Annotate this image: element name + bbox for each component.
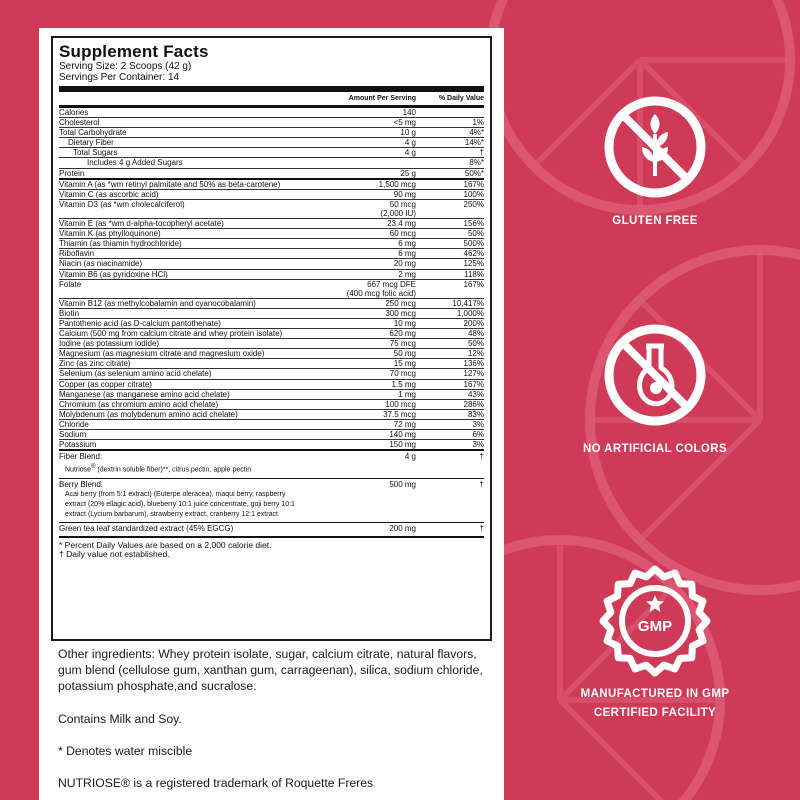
nutrient-name: Copper (as copper citrate) — [59, 379, 152, 389]
nutrient-name: Molybdenum (as molybdenum amino acid chelate) — [59, 409, 238, 419]
no-artificial-colors-label: NO ARTIFICIAL COLORS — [582, 443, 728, 455]
nutrient-name: Vitamin K (as phylloquinone) — [59, 229, 161, 239]
fiber-blend-amount: 4 g — [404, 452, 416, 462]
nutrient-row — [59, 420, 484, 430]
nutrient-name: Chloride — [59, 419, 89, 429]
dv-column-header: % Daily Value — [438, 95, 484, 102]
trademark-note: NUTRIOSE® is a registered trademark of Roquette Freres — [58, 776, 374, 790]
nutrient-amount: 72 mg — [393, 419, 416, 429]
amount-column-header: Amount Per Serving — [348, 95, 416, 102]
other-ingredients-section — [58, 646, 498, 791]
footnote-dv: * Percent Daily Values are based on a 2,000 calorie diet. — [59, 539, 272, 550]
nutrient-name: Zinc (as zinc citrate) — [59, 359, 131, 369]
nutrient-amount: 23.4 mg — [387, 219, 416, 229]
gmp-label-line2: CERTIFIED FACILITY — [593, 707, 717, 719]
nutrient-row — [59, 158, 484, 168]
nutrient-dv: 156% — [463, 219, 484, 229]
nutrient-amount: 150 mg — [389, 440, 416, 450]
nutrient-dv: 127% — [463, 369, 484, 379]
nutrient-amount: 10 mg — [393, 318, 416, 328]
nutrient-row — [59, 219, 484, 229]
nutrient-dv: 14%* — [464, 138, 484, 148]
nutrient-dv: 6% — [472, 430, 484, 439]
nutrient-name: Thiamin (as thiamin hydrochloride) — [59, 239, 182, 249]
nutrient-name: Niacin (as niacinamide) — [59, 259, 143, 269]
nutrient-dv: 167% — [463, 179, 484, 189]
nutrient-dv: † — [479, 148, 484, 158]
nutrient-dv: 3% — [472, 440, 484, 450]
nutrient-name: Vitamin D3 (as *wm cholecalciferol) — [59, 199, 185, 209]
berry-blend-dv: † — [479, 479, 484, 489]
nutrient-name: Potassium — [59, 440, 97, 450]
nutrient-amount: 100 mcg — [385, 399, 416, 409]
berry-blend-line: extract (Lycium barbarum), strawberry extract, cranberry 12:1 extract — [65, 510, 278, 518]
nutrient-row — [59, 229, 484, 239]
nutrient-amount: 1.5 mg — [391, 379, 416, 389]
nutrient-dv: 136% — [463, 359, 484, 369]
nutrient-name: Vitamin B12 (as methylcobalamin and cyanocobalamin) — [59, 298, 256, 308]
nutrient-dv: 4%* — [469, 128, 484, 138]
nutrient-name: Biotin — [59, 308, 80, 318]
nutrient-row — [59, 108, 484, 118]
nutrient-amount: 15 mg — [393, 359, 416, 369]
nutrient-dv: 200% — [463, 318, 484, 328]
facts-footnotes — [59, 536, 484, 560]
nutrient-dv: 125% — [463, 259, 484, 269]
nutrient-row — [59, 440, 484, 451]
footnote-dagger: † Daily value not established. — [59, 549, 170, 560]
gmp-seal-text: GMP — [637, 618, 673, 635]
green-tea-dv: † — [479, 523, 484, 533]
nutrient-name: Chromium (as chromium amino acid chelate) — [59, 399, 219, 409]
nutrient-row — [59, 118, 484, 128]
nutrient-amount: 90 mg — [393, 189, 416, 199]
nutrient-row — [59, 319, 484, 329]
nutrient-row — [59, 280, 484, 299]
nutrient-dv: 12% — [467, 349, 484, 359]
nutrient-row — [59, 299, 484, 309]
nutrient-amount: 50 mg — [393, 349, 416, 359]
flask-crossed-icon — [600, 320, 710, 430]
nutrient-dv: 167% — [463, 279, 484, 289]
nutrient-amount: 2 mg — [398, 269, 416, 279]
nutrient-amount: 75 mcg — [389, 339, 416, 349]
nutrient-name: Protein — [59, 168, 85, 178]
nutrient-amount: 140 — [402, 108, 416, 117]
fiber-blend-row — [59, 451, 484, 478]
nutrient-amount: 1,500 mcg — [378, 179, 416, 189]
nutrient-name: Vitamin A (as *wm retinyl palmitate and 50% as beta-carotene) — [59, 179, 281, 189]
nutrient-row — [59, 410, 484, 420]
nutrient-row — [59, 180, 484, 190]
green-tea-row — [59, 523, 484, 536]
nutrient-row — [59, 369, 484, 379]
nutrient-dv: 50% — [467, 229, 484, 239]
nutrient-dv: 43% — [467, 389, 484, 399]
nutrient-name: Pantothenic acid (as D-calcium pantothenate) — [59, 318, 221, 328]
nutrient-row — [59, 128, 484, 138]
nutrient-amount: 10 g — [400, 128, 416, 138]
nutrient-name: Iodine (as potassium iodide) — [59, 339, 160, 349]
nutrient-amount: 4 g — [404, 148, 416, 158]
nutrient-row — [59, 190, 484, 200]
nutrient-amount: 667 mcg DFE (400 mcg folic acid) — [346, 279, 416, 298]
nutrient-amount: 4 g — [404, 138, 416, 148]
nutrient-name: Vitamin E (as *wm d-alpha-tocopheryl acetate) — [59, 219, 224, 229]
berry-blend-line: Acai berry (from 5:1 extract) (Euterpe oleracea), maqui berry, raspberry — [65, 490, 286, 498]
nutrient-row — [59, 249, 484, 259]
nutrient-dv: 48% — [467, 329, 484, 339]
nutrient-amount: 6 mg — [398, 249, 416, 259]
nutrient-row — [59, 400, 484, 410]
gmp-label-line1: MANUFACTURED IN GMP — [580, 688, 730, 700]
nutrient-dv: 286% — [463, 399, 484, 409]
nutrient-row — [59, 339, 484, 349]
nutrient-row — [59, 309, 484, 319]
nutrient-row — [59, 148, 484, 158]
nutrient-row — [59, 380, 484, 390]
nutrient-amount: 140 mg — [389, 430, 416, 439]
nutrient-row — [59, 270, 484, 280]
nutrient-dv: 1,000% — [456, 308, 484, 318]
nutrient-name: Folate — [59, 279, 82, 289]
nutrient-row — [59, 200, 484, 219]
nutrient-amount: 6 mg — [398, 239, 416, 249]
serving-size: Serving Size: 2 Scoops (42 g) — [59, 61, 192, 72]
nutrient-row — [59, 349, 484, 359]
nutrient-amount: 1 mg — [398, 389, 416, 399]
facts-header-row — [59, 92, 484, 108]
nutrient-dv: 167% — [463, 379, 484, 389]
nutrient-row — [59, 169, 484, 180]
nutrient-row — [59, 239, 484, 249]
nutrient-amount: 60 mcg — [389, 229, 416, 239]
nutrient-name: Vitamin B6 (as pyridoxine HCl) — [59, 269, 168, 279]
servings-per-container: Servings Per Container: 14 — [59, 72, 180, 83]
nutrient-row — [59, 390, 484, 400]
nutrient-name: Magnesium (as magnesium citrate and magnesium oxide) — [59, 349, 265, 359]
gmp-badge — [545, 563, 765, 723]
nutrient-name: Selenium (as selenium amino acid chelate) — [59, 369, 212, 379]
nutrient-name: Riboflavin — [59, 249, 95, 259]
nutrient-name: Total Sugars — [73, 148, 118, 158]
nutrient-amount: 70 mcg — [389, 369, 416, 379]
nutrient-dv: 3% — [472, 419, 484, 429]
nutrient-name: Includes 4 g Added Sugars — [87, 158, 183, 168]
nutrient-row — [59, 359, 484, 369]
nutrient-amount: 50 mcg (2,000 IU) — [380, 199, 416, 218]
nutrient-dv: 8%* — [469, 158, 484, 168]
nutrient-dv: 50% — [467, 339, 484, 349]
nutrient-name: Cholesterol — [59, 118, 100, 128]
nutrient-amount: 20 mg — [393, 259, 416, 269]
nutrient-dv: 462% — [463, 249, 484, 259]
berry-blend-line: extract (20% ellagic acid), blueberry 10:1 juice concentrate, goji berry 10:1 — [65, 500, 295, 508]
wheat-crossed-icon — [600, 92, 710, 202]
nutrient-amount: 250 mcg — [385, 298, 416, 308]
nutrient-row — [59, 430, 484, 440]
gluten-free-badge — [545, 92, 765, 231]
nutrient-amount: <5 mg — [393, 118, 416, 128]
nutrient-name: Vitamin C (as ascorbic acid) — [59, 189, 159, 199]
nutrient-row — [59, 259, 484, 269]
nutrient-row — [59, 138, 484, 148]
nutrient-row — [59, 329, 484, 339]
nutrient-amount: 620 mg — [389, 329, 416, 339]
nutrient-dv: 250% — [463, 199, 484, 209]
fiber-blend-dv: † — [479, 452, 484, 462]
nutrient-dv: 1% — [472, 118, 484, 128]
supplement-facts-box — [51, 36, 492, 641]
other-ingredients-text: Other ingredients: Whey protein isolate, sugar, calcium citrate, natural flavors, gum blend (cellulose gum, xanthan gum, carrageenan), silica, sodium chloride, potassium phosphate,and sucralose. — [58, 647, 483, 693]
fiber-blend-name: Fiber Blend: — [59, 452, 103, 462]
green-tea-amount: 200 mg — [389, 523, 416, 533]
fiber-blend-detail: Nutriose® (dextrin soluble fiber)**, citrus pectin, apple pectin — [65, 464, 252, 474]
nutrient-dv: 118% — [464, 269, 484, 279]
nutrient-amount: 300 mcg — [385, 308, 416, 318]
facts-title: Supplement Facts — [59, 42, 209, 61]
allergen-statement: Contains Milk and Soy. — [58, 712, 182, 726]
berry-blend-name: Berry Blend: — [59, 479, 104, 489]
gluten-free-label: GLUTEN FREE — [612, 215, 698, 227]
nutrient-dv: 83% — [467, 409, 484, 419]
nutrient-name: Dietary Fiber — [68, 138, 114, 148]
nutrient-dv: 100% — [463, 189, 484, 199]
nutrient-name: Calcium (500 mg from calcium citrate and whey protein isolate) — [59, 329, 283, 339]
nutrient-name: Calories — [59, 108, 89, 117]
nutrient-dv: 500% — [463, 239, 484, 249]
green-tea-name: Green tea leaf standardized extract (45% EGCG) — [59, 523, 234, 533]
berry-blend-amount: 500 mg — [389, 479, 416, 489]
nutrient-name: Sodium — [59, 430, 87, 439]
nutrient-amount: 25 g — [400, 168, 416, 178]
nutrient-dv: 10,417% — [452, 298, 484, 308]
gmp-seal-icon — [597, 563, 713, 679]
nutrient-amount: 37.5 mcg — [383, 409, 416, 419]
label-panel — [39, 28, 504, 800]
water-miscible-note: * Denotes water miscible — [58, 744, 193, 758]
no-artificial-colors-badge — [545, 320, 765, 459]
nutrient-dv: 50%* — [464, 168, 484, 178]
nutrient-name: Manganese (as manganese amino acid chelate) — [59, 389, 230, 399]
nutrient-rows — [59, 108, 484, 451]
nutrient-name: Total Carbohydrate — [59, 128, 127, 138]
berry-blend-row — [59, 479, 484, 523]
